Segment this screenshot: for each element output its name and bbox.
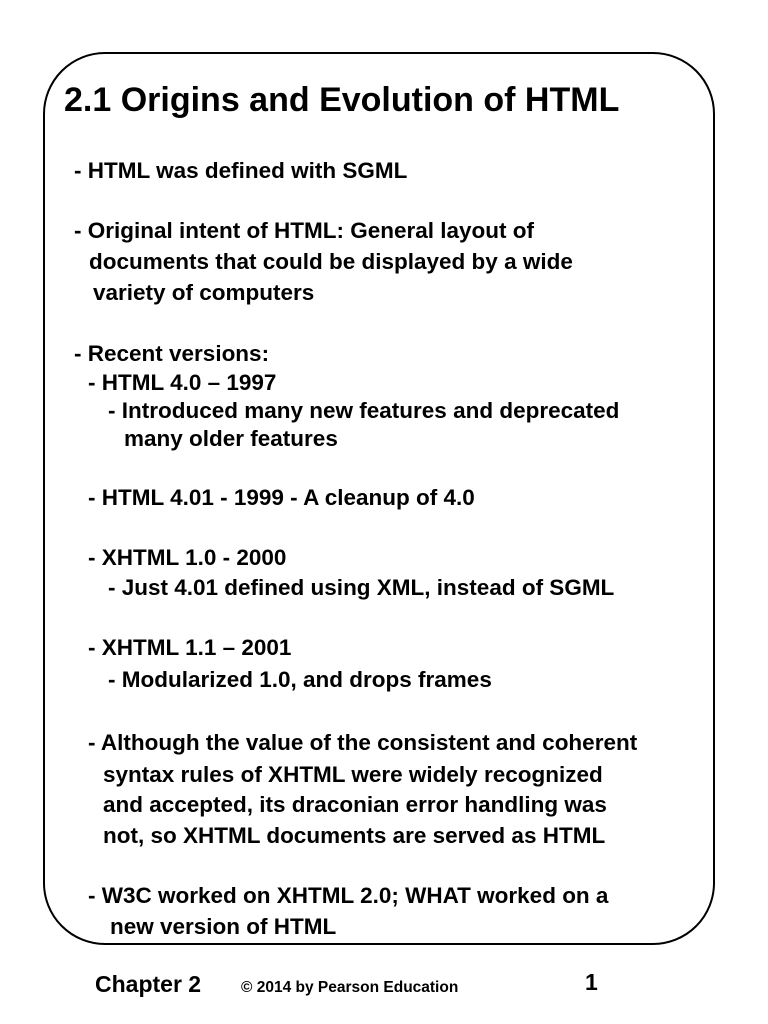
text-line: documents that could be displayed by a wide xyxy=(89,249,573,274)
page-number: 1 xyxy=(585,969,598,995)
text-line: - Modularized 1.0, and drops frames xyxy=(108,667,492,692)
text-line: - Recent versions: xyxy=(74,341,270,366)
text-line: and accepted, its draconian error handling was xyxy=(103,792,607,817)
text-line: - Original intent of HTML: General layout of xyxy=(74,218,534,243)
text-line: - HTML was defined with SGML xyxy=(74,158,408,183)
text-line: - XHTML 1.1 – 2001 xyxy=(88,635,292,660)
text-line: not, so XHTML documents are served as HTML xyxy=(103,823,606,848)
text-line: variety of computers xyxy=(93,280,315,305)
text-line: - XHTML 1.0 - 2000 xyxy=(88,545,287,570)
footer-copyright: © 2014 by Pearson Education xyxy=(241,979,459,996)
footer-chapter: Chapter 2 xyxy=(95,971,202,997)
text-line: - Just 4.01 defined using XML, instead of SGML xyxy=(108,575,615,600)
text-line: - HTML 4.0 – 1997 xyxy=(88,370,277,395)
text-line: syntax rules of XHTML were widely recognized xyxy=(103,762,603,787)
text-line: - W3C worked on XHTML 2.0; WHAT worked on a xyxy=(88,883,609,908)
text-line: many older features xyxy=(124,426,338,451)
text-line: - HTML 4.01 - 1999 - A cleanup of 4.0 xyxy=(88,485,475,510)
text-line: - Although the value of the consistent and coherent xyxy=(88,730,638,755)
text-line: - Introduced many new features and deprecated xyxy=(108,398,620,423)
slide-title: 2.1 Origins and Evolution of HTML xyxy=(64,81,620,119)
text-line: new version of HTML xyxy=(110,914,337,939)
